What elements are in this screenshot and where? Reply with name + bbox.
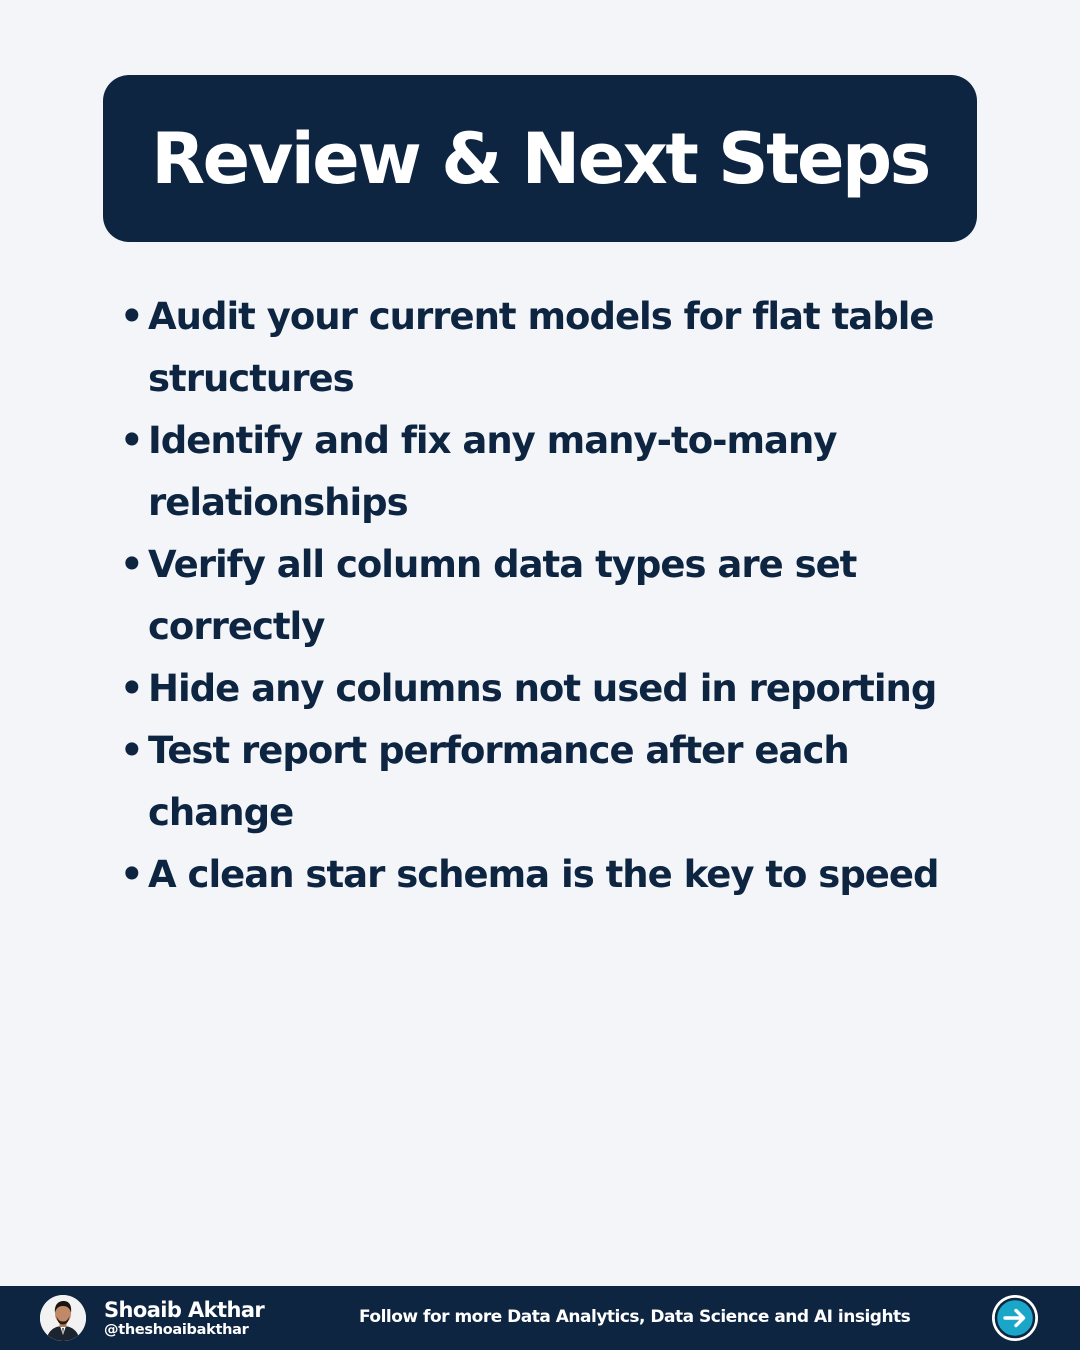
bullet-icon: • — [120, 667, 143, 710]
arrow-right-circle-icon — [992, 1295, 1038, 1341]
checklist — [120, 286, 940, 906]
title-banner — [103, 75, 977, 242]
list-item — [120, 534, 940, 658]
follow-tagline: Follow for more Data Analytics, Data Science and AI insights — [359, 1307, 911, 1327]
list-item — [120, 720, 940, 844]
page-title: Review & Next Steps — [151, 117, 929, 200]
list-item-text: Audit your current models for flat table structures — [148, 295, 934, 400]
list-item — [120, 658, 940, 720]
footer-bar — [0, 1286, 1080, 1350]
list-item-text: Identify and fix any many-to-many relationships — [148, 419, 837, 524]
bullet-icon: • — [120, 419, 143, 462]
bullet-icon: • — [120, 853, 143, 896]
list-item-text: Hide any columns not used in reporting — [148, 667, 937, 710]
list-item — [120, 844, 940, 906]
person-avatar-icon[interactable] — [40, 1295, 86, 1341]
bullet-icon: • — [120, 295, 143, 338]
list-item — [120, 286, 940, 410]
list-item-text: Verify all column data types are set correctly — [148, 543, 857, 648]
author-name: Shoaib Akthar — [104, 1298, 265, 1322]
bullet-icon: • — [120, 543, 143, 586]
list-item — [120, 410, 940, 534]
list-item-text: Test report performance after each change — [148, 729, 849, 834]
next-button[interactable] — [992, 1295, 1038, 1341]
author-handle[interactable]: @theshoaibakthar — [104, 1322, 249, 1338]
list-item-text: A clean star schema is the key to speed — [148, 853, 939, 896]
bullet-icon: • — [120, 729, 143, 772]
